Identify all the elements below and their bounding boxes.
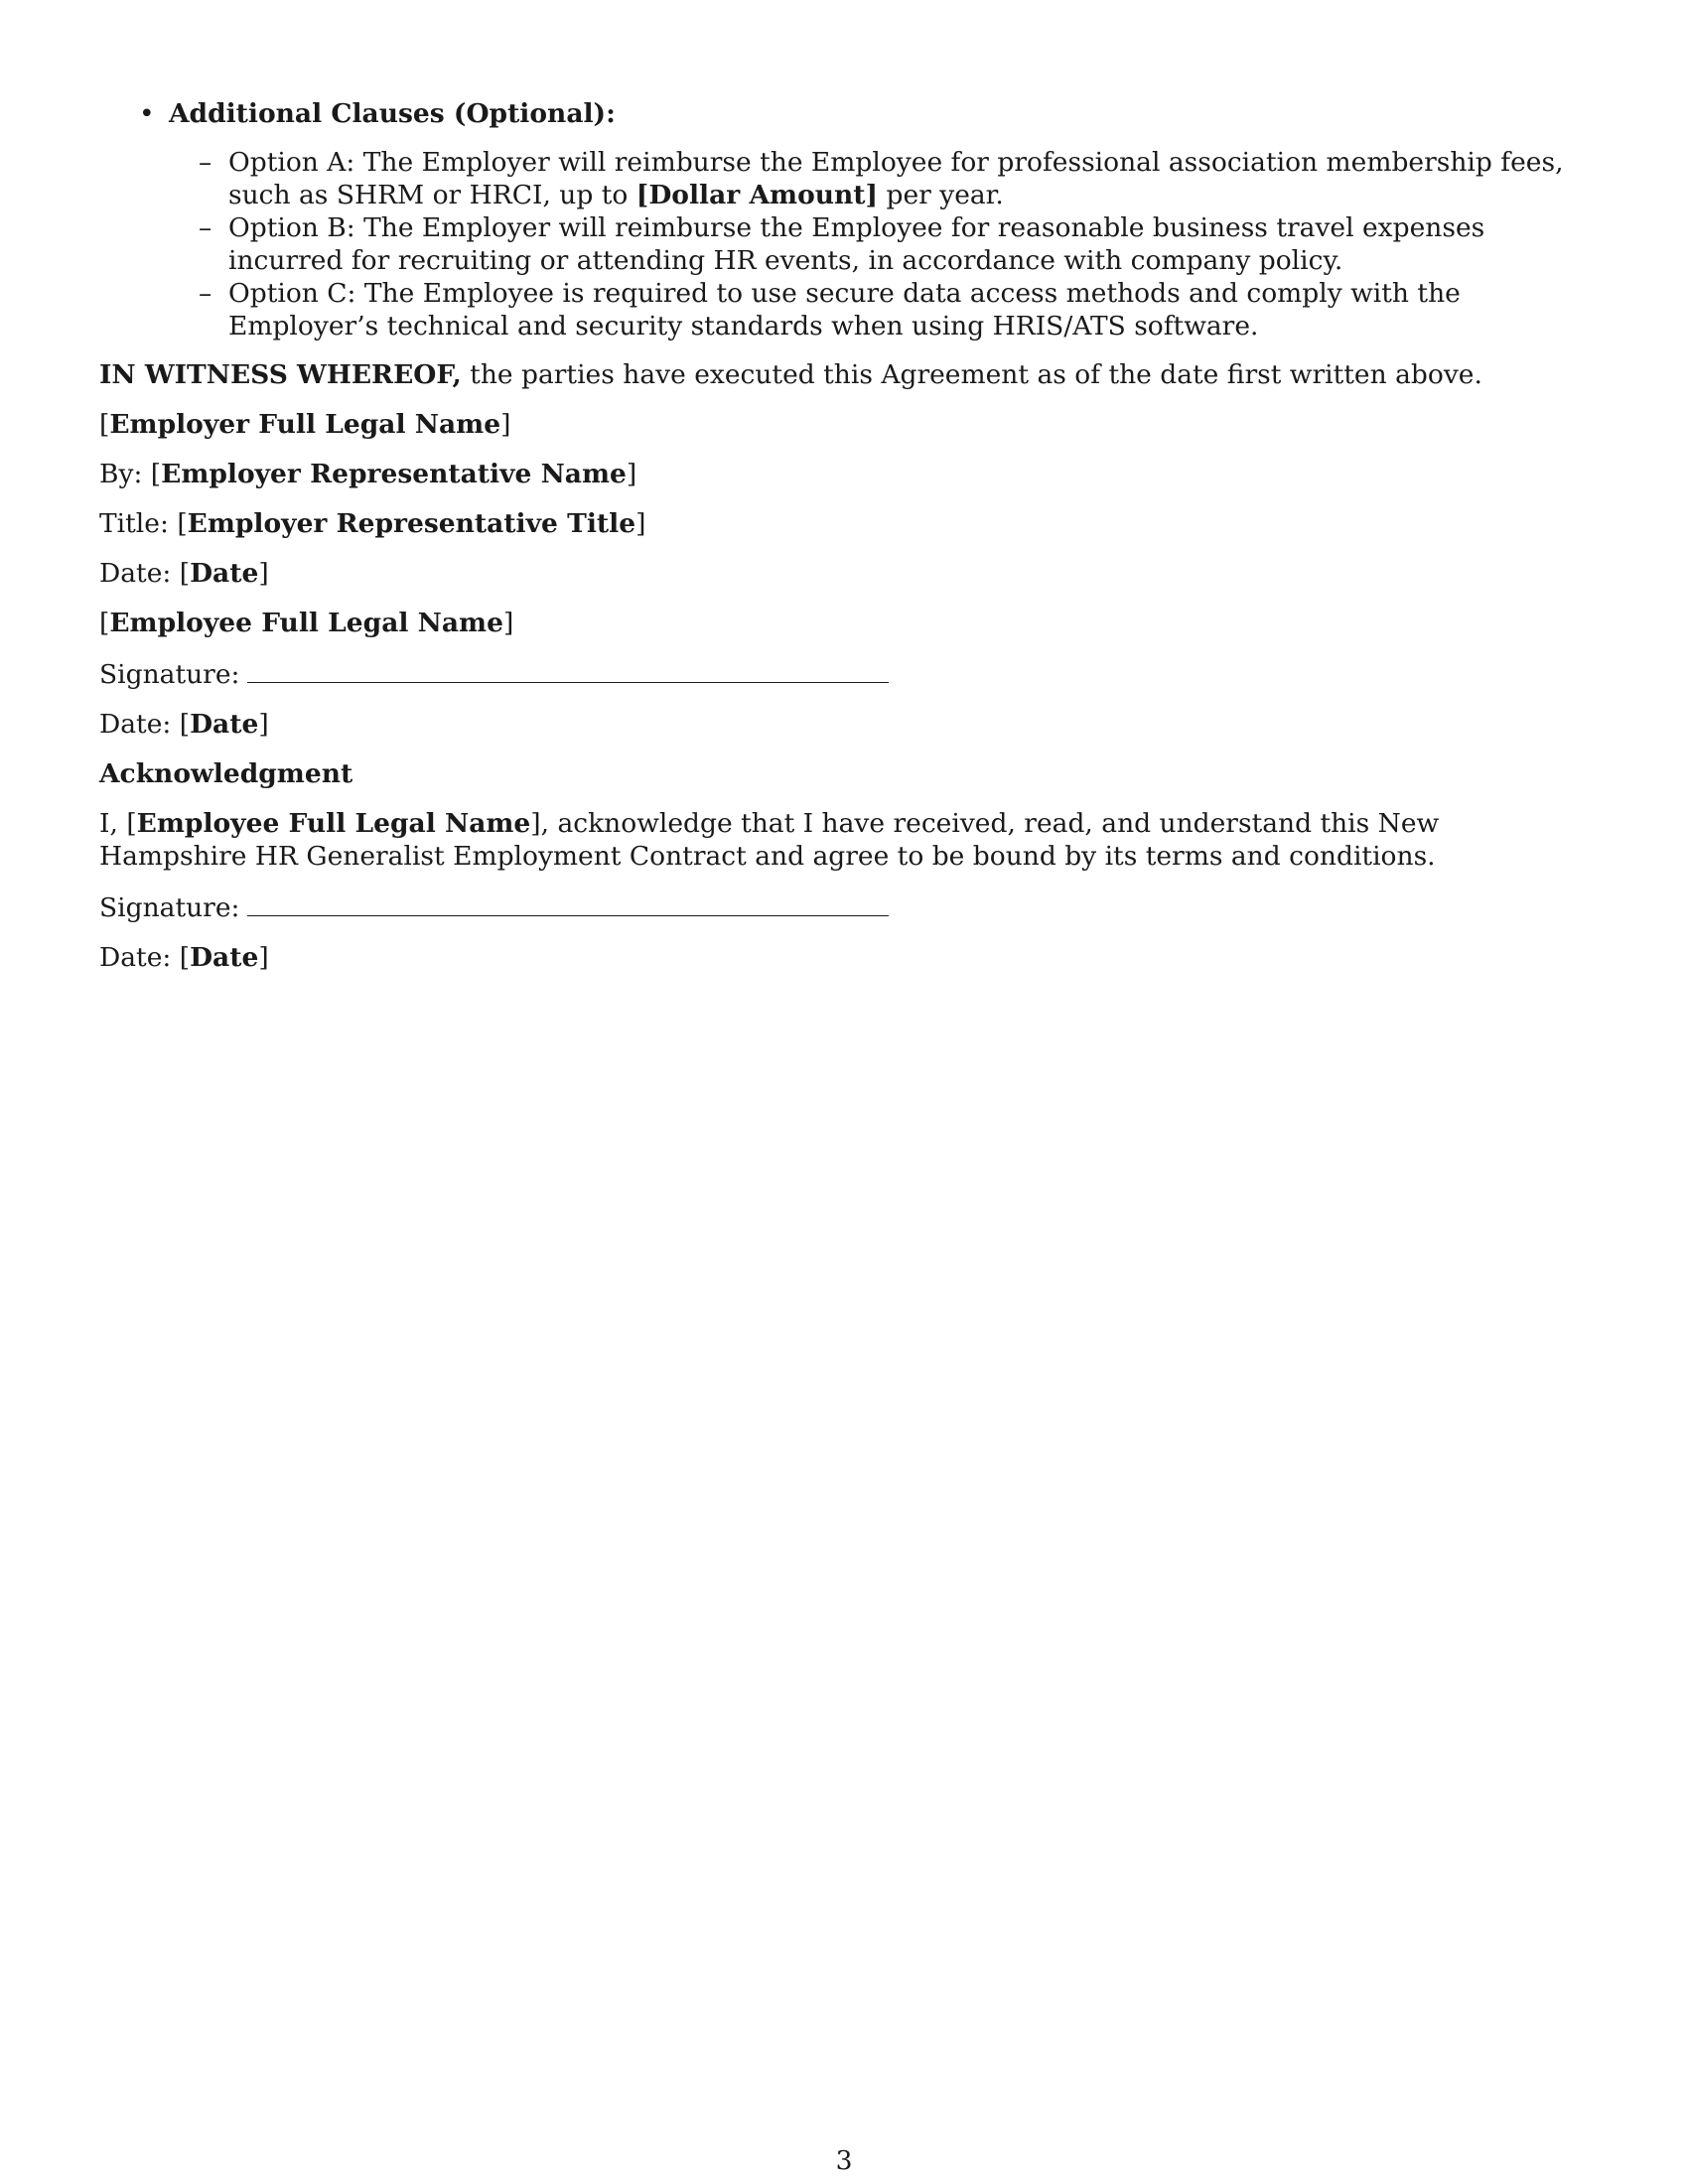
signature-label: Signature: [99,892,240,923]
signature-label: Signature: [99,659,240,690]
document-body [99,97,1589,974]
date-label: Date: [99,942,180,973]
page-number: 3 [835,2145,853,2176]
witness-paragraph [99,358,1589,391]
employer-representative-name: Employer Representative Name [161,459,627,489]
option-c-item [99,277,1589,342]
bullet-icon: • [139,98,155,129]
employee-signature-field[interactable] [247,656,889,683]
ack-signature-line [99,889,1589,924]
additional-clauses-options [99,146,1589,342]
employer-by-line: By: [Employer Representative Name] [99,459,637,489]
option-b-item [99,211,1589,277]
ack-signature-field[interactable] [247,889,889,916]
additional-clauses-item [99,97,1589,130]
acknowledgment-heading: Acknowledgment [99,758,353,789]
employee-date: Date [190,709,259,740]
option-a-item [99,146,1589,211]
employer-name: Employer Full Legal Name [109,409,501,440]
employee-date-line: Date: [Date] [99,709,269,740]
witness-lead: IN WITNESS WHEREOF, [99,359,462,390]
by-label: By: [99,459,151,489]
employer-representative-title: Employer Representative Title [187,508,636,539]
option-a-text-post: per year. [878,180,1004,210]
employee-name: Employee Full Legal Name [109,608,503,638]
option-a-text-pre: Option A: The Employer will reimburse the Employee for professional association membership fees, such as SHRM or HRCI, up to [228,147,1564,210]
ack-date: Date [190,942,259,973]
dollar-amount-placeholder: [Dollar Amount] [635,180,879,210]
employee-signature-line [99,656,1589,691]
dash-icon: – [199,278,212,309]
acknowledgment-paragraph: I, [Employee Full Legal Name], acknowledge that I have received, read, and understand this New Hampshire HR Generalist Employment Contract and agree to be bound by its terms and conditions. [99,808,1440,872]
ack-post: , acknowledge that I have received, read, and understand this New Hampshire HR Generalist Employment Contract and agree to be bound by its terms and conditions. [99,808,1440,872]
title-label: Title: [99,508,178,539]
employer-name-line: [Employer Full Legal Name] [99,409,511,440]
ack-pre: I, [99,808,127,839]
dash-icon: – [199,212,212,243]
witness-text: the parties have executed this Agreement as of the date first written above. [461,359,1482,390]
acknowledgment-heading-line [99,757,1589,790]
additional-clauses-heading: Additional Clauses (Optional): [169,98,616,129]
date-label: Date: [99,709,180,740]
ack-employee-name: Employee Full Legal Name [136,808,531,839]
employer-date-line: Date: [Date] [99,558,269,589]
employer-title-line: Title: [Employer Representative Title] [99,508,646,539]
employee-name-line: [Employee Full Legal Name] [99,608,514,638]
option-b-text: Option B: The Employer will reimburse the Employee for reasonable business travel expenses incurred for recruiting or attending HR events, in accordance with company policy. [228,212,1485,276]
employer-date: Date [190,558,259,589]
option-c-text: Option C: The Employee is required to use secure data access methods and comply with the Employer’s technical and security standards when using HRIS/ATS software. [228,278,1461,341]
date-label: Date: [99,558,180,589]
dash-icon: – [199,147,212,178]
ack-date-line: Date: [Date] [99,942,269,973]
